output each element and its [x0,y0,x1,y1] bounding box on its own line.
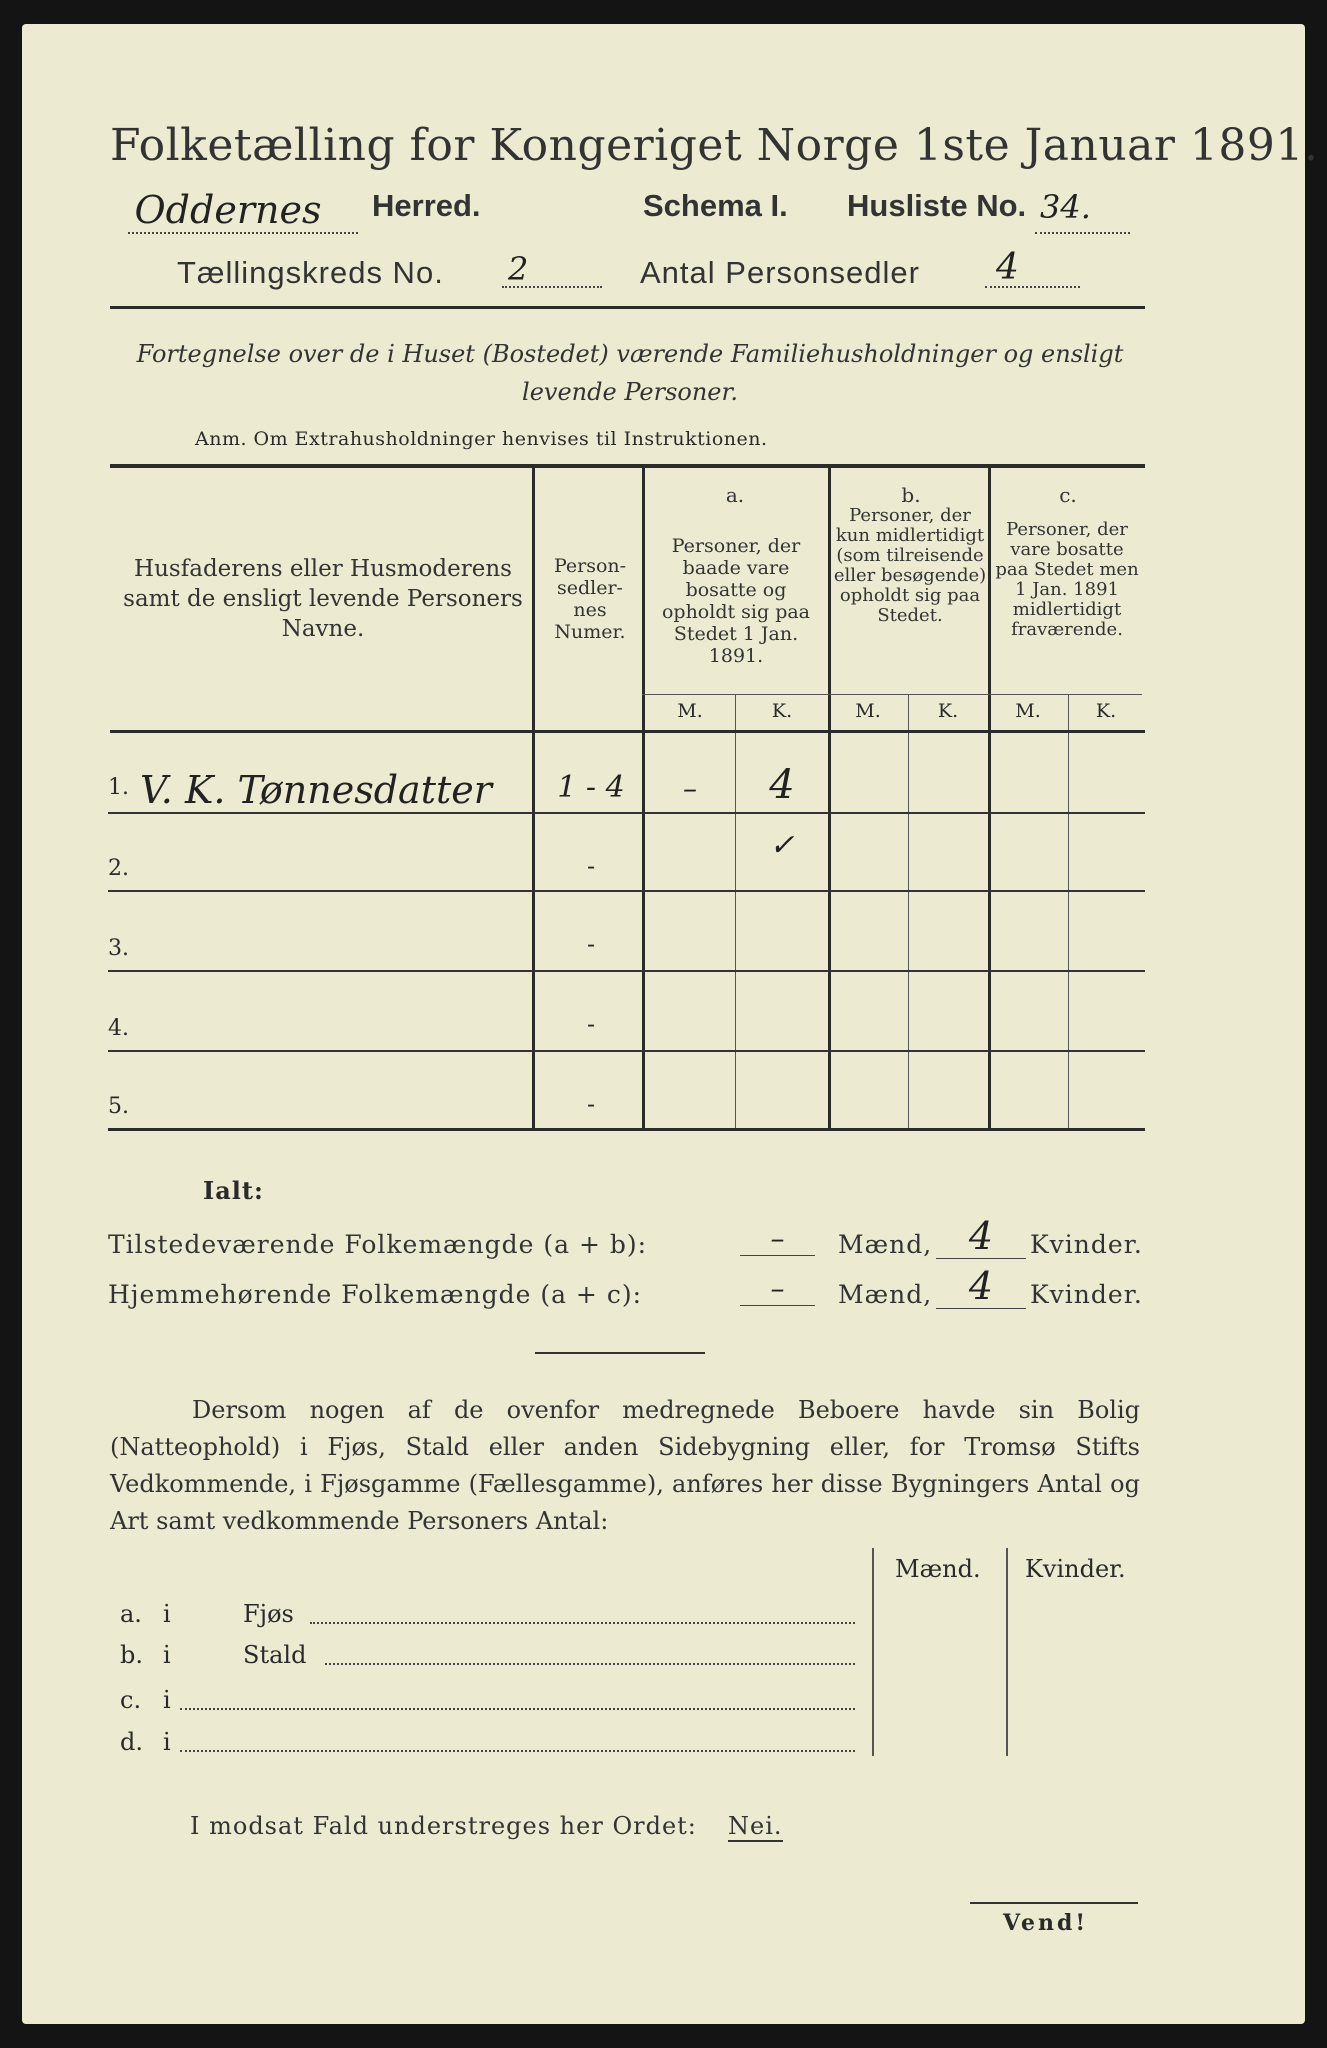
building-item-letter: b. [120,1641,143,1669]
col-header-a-letter: a. [725,483,745,507]
kreds-value: 2 [508,250,529,288]
buildings-paragraph: Dersom nogen af de ovenfor medregnede Beboere havde sin Bolig (Natteophold) i Fjøs, Stald eller anden Sidebygning eller, for Tromsø Stifts Vedkommende, i Fjøsgamme (Fællesgamme), anføres her disse Bygningers Antal og Art samt vedkommende Personers Antal: [110,1396,1140,1535]
building-item-name: Stald [243,1641,307,1669]
table-mk-rule [642,694,1142,695]
form-title: Folketælling for Kongeriget Norge 1ste Januar 1891. [110,120,1319,171]
row-line-2 [108,890,1145,892]
building-item-prep: i [163,1728,171,1756]
col-c-m: M. [1015,700,1041,722]
table-divider-b [988,468,991,1128]
building-item-prep: i [163,1600,171,1628]
census-form-page [22,24,1319,2024]
building-dotline [325,1663,855,1665]
buildings-divider-1 [872,1548,874,1756]
col-b-k: K. [937,700,959,722]
vend-rule [970,1902,1138,1904]
intro-italic-note: Fortegnelse over de i Huset (Bostedet) værende Familiehusholdninger og ensligt levende Personer. [136,340,1124,406]
row-number: 4. [108,1016,129,1041]
section-divider [535,1352,705,1354]
vend-text: Vend! [1003,1910,1089,1936]
herred-value: Oddernes [134,188,322,232]
table-divider-b-mk [908,695,909,1128]
building-dotline [180,1708,855,1710]
header-rule [110,306,1145,309]
nei-word: Nei. [728,1812,783,1840]
table-divider-a [828,468,831,1128]
col-c-k: K. [1095,700,1117,722]
buildings-col-maend: Mænd. [895,1555,981,1583]
col-header-a: Personer, der baade vare bosatte og opholdt sig paa Stedet 1 Jan. 1891. [661,535,811,667]
row-numer: - [586,852,596,880]
tilstede-kvinder-label: Kvinder. [1030,1230,1143,1259]
row-number: 5. [108,1094,129,1119]
building-item-name: Fjøs [243,1600,294,1628]
antal-label: Antal Personsedler [640,255,920,290]
table-divider-numer [642,468,645,1128]
kreds-label: Tællingskreds No. [177,255,444,290]
col-header-b-letter: b. [901,483,921,507]
buildings-col-kvinder: Kvinder. [1025,1555,1126,1583]
modsat-label: I modsat Fald understreges her Ordet: [190,1812,697,1840]
building-item-letter: d. [120,1728,143,1756]
hjemme-kvinder-value: 4 [936,1264,1026,1309]
row-numer: - [586,930,596,958]
table-divider-c-mk [1068,695,1069,1128]
building-dotline [180,1750,855,1752]
hjemme-label: Hjemmehørende Folkemængde (a + c): [108,1280,642,1309]
row-number: 2. [108,856,129,881]
row-name: V. K. Tønnesdatter [140,768,492,812]
col-a-m: M. [677,700,703,722]
row-numer: 1 - 4 [557,770,625,805]
schema-label: Schema I. [643,188,788,223]
hjemme-maend-value: – [740,1272,815,1306]
herred-label: Herred. [372,188,481,223]
col-header-c: Personer, der vare bosatte paa Stedet men 1 Jan. 1891 midlertidigt fraværende. [995,519,1139,640]
tilstede-kvinder-value: 4 [936,1214,1026,1259]
husliste-label: Husliste No. [847,188,1027,223]
husliste-value: 34. [1040,188,1091,226]
building-dotline [310,1622,855,1624]
building-item-letter: c. [120,1686,142,1714]
table-header-bottom-rule [110,730,1145,733]
buildings-divider-2 [1006,1548,1008,1756]
tilstede-maend-label: Mænd, [838,1230,933,1259]
row-line-4 [108,1050,1145,1052]
kreds-dotline [502,286,602,288]
col-header-c-letter: c. [1059,483,1077,507]
row-line-1 [108,812,1145,814]
hjemme-kvinder-label: Kvinder. [1030,1280,1143,1309]
herred-dotline [128,232,358,234]
antal-value: 4 [996,247,1019,288]
col-header-name: Husfaderens eller Husmoderens samt de ensligt levende Personers Navne. [123,556,523,642]
col-header-b: Personer, der kun midlertidigt (som tilreisende eller besøgende) opholdt sig paa Stedet. [833,505,987,626]
anm-note: Anm. Om Extrahusholdninger henvises til Instruktionen. [195,428,768,450]
row-a-m: – [683,772,697,805]
tilstede-maend-value: – [740,1222,815,1256]
table-divider-name [532,468,535,1128]
col-b-m: M. [855,700,881,722]
antal-dotline [985,286,1080,288]
row-numer: - [586,1090,596,1118]
building-item-letter: a. [120,1600,142,1628]
tilstede-label: Tilstedeværende Folkemængde (a + b): [108,1230,648,1259]
ialt-label: Ialt: [203,1176,264,1205]
table-divider-a-mk [735,695,736,1128]
building-item-prep: i [163,1686,171,1714]
row-a-k-check: ✓ [769,828,795,863]
row-line-3 [108,970,1145,972]
husliste-dotline [1035,232,1130,234]
row-number: 3. [108,936,129,961]
row-number: 1. [108,775,129,800]
col-header-numer: Person-sedler-nes Numer. [553,555,627,643]
col-a-k: K. [771,700,793,722]
row-numer: - [586,1010,596,1038]
hjemme-maend-label: Mænd, [838,1280,933,1309]
row-a-k: 4 [769,762,795,808]
table-bottom-rule [108,1128,1145,1131]
building-item-prep: i [163,1641,171,1669]
